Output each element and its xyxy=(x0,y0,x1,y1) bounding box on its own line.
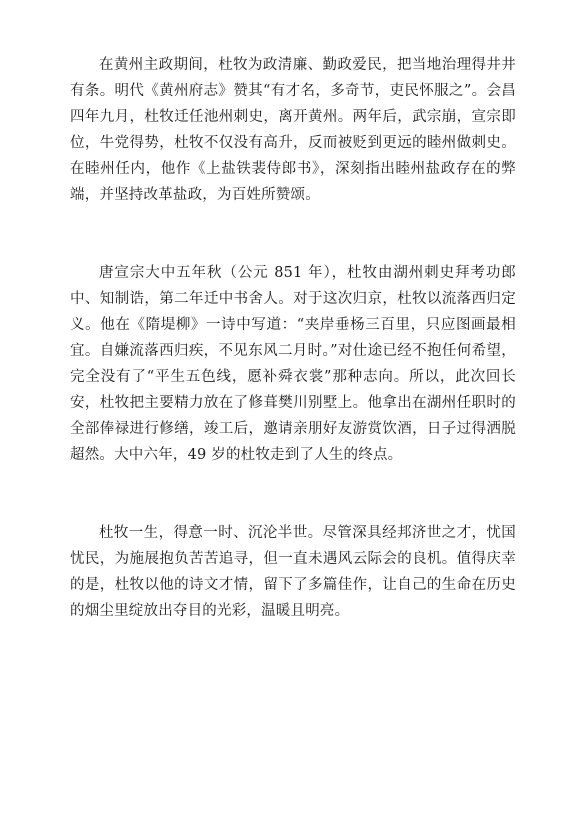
document-page xyxy=(70,52,516,624)
paragraph-return-to-capital: 唐宣宗大中五年秋（公元 851 年），杜牧由湖州刺史拜考功郎中、知制诰，第二年迁中书舍人。对于这次归京，杜牧以流落西归定义。他在《隋堤柳》一诗中写道：“夹岸垂杨三百里，只应图画最相宜。自嫌流落西归疾，不见东风二月时。”对仕途已经不抱任何希望，完全没有了“平生五色线，愿补舜衣裳”那种志向。所以，此次回长安，杜牧把主要精力放在了修葺樊川别墅上。他拿出在湖州任职时的全部俸禄进行修缮，竣工后，邀请亲朋好友游赏饮酒，日子过得洒脱超然。大中六年，49 岁的杜牧走到了人生的终点。 xyxy=(70,265,516,463)
paragraph-huangzhou: 在黄州主政期间，杜牧为政清廉、勤政爱民，把当地治理得井井有条。明代《黄州府志》赞其“有才名，多奇节，吏民怀服之”。会昌四年九月，杜牧迁任池州刺史，离开黄州。两年后，武宗崩，宣宗即位，牛党得势，杜牧不仅没有高升，反而被贬到更远的睦州做刺史。在睦州任内，他作《上盐铁裴侍郎书》，深刻指出睦州盐政存在的弊端，并坚持改革盐政，为百姓所赞颂。 xyxy=(70,57,516,203)
paragraph-conclusion: 杜牧一生，得意一时、沉沦半世。尽管深具经邦济世之才，忧国忧民，为施展抱负苦苦追寻，但一直未遇风云际会的良机。值得庆幸的是，杜牧以他的诗文才情，留下了多篇佳作，让自己的生命在历史的烟尘里绽放出夺目的光彩，温暖且明亮。 xyxy=(70,525,516,619)
